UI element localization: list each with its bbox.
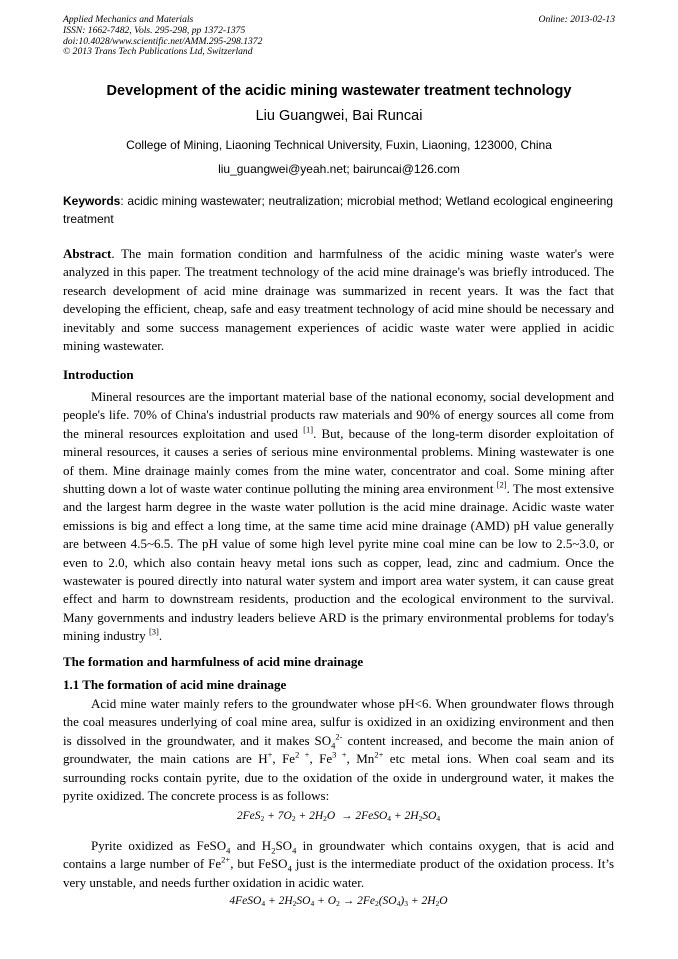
mn-superscript: 2+ [374, 749, 384, 760]
pyrite-paragraph [63, 837, 614, 892]
introduction-heading: Introduction [63, 367, 134, 382]
keywords-label: Keywords [63, 194, 121, 208]
pyrite-text-2: and H [230, 838, 272, 853]
pyrite-text-3: SO [275, 838, 293, 853]
pyrite-text-6: just is the intermediate product of the oxidation process. It’s very unstable, and needs further oxidation in acidic water. [63, 856, 615, 890]
intro-text-1: Mineral resources are the important material base of the national economy, social development and people's life. 70% of China's industrial products raw materials and 90% of energy sources all come from the mineral resources exploitation and used [63, 389, 614, 441]
author-emails: liu_guangwei@yeah.net; bairuncai@126.com [218, 162, 460, 176]
citation-2: [2] [496, 479, 507, 490]
keywords-block [63, 193, 613, 228]
h-superscript: + [267, 749, 273, 760]
paper-title: Development of the acidic mining wastewater treatment technology [106, 83, 572, 99]
equation-2: 4FeSO4 + 2H2SO4 + O2 → 2Fe2(SO4)3 + 2H2O [229, 895, 448, 908]
section-heading: The formation and harmfulness of acid mine drainage [63, 654, 364, 669]
journal-name: Applied Mechanics and Materials [63, 14, 194, 25]
pyrite-sub-3: 4 [292, 845, 297, 856]
fe3-superscript: 3 + [332, 749, 347, 760]
keywords-text: : acidic mining wastewater; neutralization; microbial method; Wetland ecological engineering treatment [63, 194, 613, 226]
fe2-superscript: 2 + [295, 749, 310, 760]
copyright-line: © 2013 Trans Tech Publications Ltd, Switzerland [63, 46, 253, 58]
formation-text-1: Acid mine water mainly refers to the groundwater whose pH<6. When groundwater flows through the coal measures underlying of coal mine area, sulfur is oxidized in an oxidizing environment and then is dissolved in the groundwater, and it makes SO [63, 696, 614, 748]
paper-authors: Liu Guangwei, Bai Runcai [255, 108, 423, 124]
equation-1: 2FeS2 + 7O2 + 2H2O → 2FeSO4 + 2H2SO4 [236, 810, 441, 823]
pyrite-text-4: in groundwater which contains oxygen, that is acid and contains a large number of Fe [63, 838, 615, 872]
issn-line: ISSN: 1662-7482, Vols. 295-298, pp 1372-1375 [63, 24, 246, 36]
formation-paragraph [63, 695, 614, 805]
abstract-text: . The main formation condition and harmfulness of the acidic mining waste water's were analyzed in this paper. The treatment technology of the acid mine drainage's was briefly introduced. The research development of acid mine drainage was summarized in recent years. It was the fact that developing the efficient, cheap, safe and easy treatment technology of acid mine should be necessary and inevitably and some success management experiences of acidic waste water were applied in acidic mining wastewater. [63, 246, 614, 354]
author-affiliation: College of Mining, Liaoning Technical University, Fuxin, Liaoning, 123000, China [126, 138, 552, 152]
pyrite-sup-4: 2+ [221, 855, 231, 866]
introduction-paragraph [63, 388, 614, 646]
abstract-label: Abstract [63, 246, 112, 261]
online-date: Online: 2013-02-13 [538, 14, 615, 25]
pyrite-sub-2: 2 [271, 845, 276, 856]
formation-text-3: , Fe [272, 751, 296, 767]
pyrite-text-5: , but FeSO [230, 856, 288, 872]
intro-text-4: . [158, 628, 163, 644]
subsection-heading: 1.1 The formation of acid mine drainage [63, 677, 287, 692]
citation-3: [3] [148, 626, 159, 637]
citation-1: [1] [303, 424, 314, 435]
journal-header [63, 15, 615, 58]
intro-text-2: . But, because of the long-term disorder exploitation of mineral resources, it causes a series of serious mine environmental problems. Mining wastewater is one of them. Mine drainage mainly comes from the mine water, concentrator and coal. Some mining after shutting down a lot of waste water continue polluting the mining area environment [63, 425, 615, 497]
so4-subscript: 4 [331, 740, 336, 751]
formation-text-4: , Fe [309, 751, 333, 767]
doi-line: doi:10.4028/www.scientific.net/AMM.295-298.1372 [63, 35, 263, 47]
formation-text-5: , Mn [346, 751, 375, 767]
so4-superscript: 2- [335, 731, 343, 742]
intro-text-3: . The most extensive and the largest harm degree in the waste water pollution is the acid mine drainage. Acidic waste water emissions is big and effect a long time, at the same time acid mine drainage (AMD) pH value generally are between 4.5~6.5. The pH value of some high level pyrite mine coal mine can be low to 2.5~3.0, or even to 2.0, which also contain heavy metal ions such as copper, lead, zinc and cadmium. Once the wastewater is poured directly into natural water system and import area water system, it can cause great effect and harm to downstream residents, production and the ecological environment to the survival. Many governments and industry leaders believe ARD is the primary environmental problems for today's mining industry [63, 481, 614, 644]
pyrite-sub-1: 4 [226, 845, 231, 856]
formation-text-6: etc metal ions. When coal seam and its surrounding rocks contain pyrite, due to the oxidation of the oxide in underground water, it makes the pyrite oxidized. The concrete process is as follows: [63, 751, 615, 804]
formation-text-2: content increased, and become the main anion of groundwater, the main cations are H [63, 732, 614, 767]
pyrite-text-1: Pyrite oxidized as FeSO [91, 838, 227, 853]
abstract-block [63, 245, 614, 355]
pyrite-sub-5: 4 [287, 864, 292, 874]
